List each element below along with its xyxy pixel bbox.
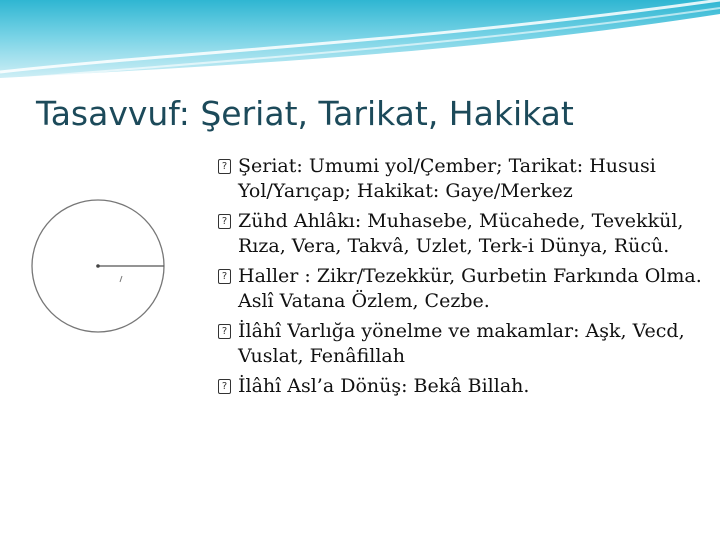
- bullet-text: Şeriat: Umumi yol/Çember; Tarikat: Hususi Yol/Yarıçap; Hakikat: Gaye/Merkez: [238, 155, 656, 202]
- replacement-glyph-icon: ?: [218, 324, 231, 339]
- slide-title: Tasavvuf: Şeriat, Tarikat, Hakikat: [36, 94, 574, 133]
- center-dot: [96, 264, 100, 268]
- replacement-glyph-icon: ?: [218, 379, 231, 394]
- replacement-glyph-icon: ?: [218, 214, 231, 229]
- bullet-list: [218, 154, 710, 404]
- bullet-item-seriat: [218, 154, 710, 204]
- bullet-item-ilahi-asl: [218, 374, 710, 399]
- circle-radius-diagram: [22, 190, 182, 350]
- radius-tick-mark: [120, 276, 122, 282]
- bullet-text: İlâhî Varlığa yönelme ve makamlar: Aşk, Vecd, Vuslat, Fenâfillah: [238, 320, 685, 367]
- bullet-item-ilahi-varlik: [218, 319, 710, 369]
- bullet-item-haller: [218, 264, 710, 314]
- bullet-text: İlâhî Asl’a Dönüş: Bekâ Billah.: [238, 375, 530, 397]
- header-wave-decoration: [0, 0, 720, 82]
- bullet-text: Zühd Ahlâkı: Muhasebe, Mücahede, Tevekkül, Rıza, Vera, Takvâ, Uzlet, Terk-i Dünya, Rücû.: [238, 210, 684, 257]
- bullet-text: Haller : Zikr/Tezekkür, Gurbetin Farkında Olma. Aslî Vatana Özlem, Cezbe.: [238, 265, 702, 312]
- header-band: [0, 0, 720, 82]
- replacement-glyph-icon: ?: [218, 159, 231, 174]
- replacement-glyph-icon: ?: [218, 269, 231, 284]
- bullet-item-zuhd: [218, 209, 710, 259]
